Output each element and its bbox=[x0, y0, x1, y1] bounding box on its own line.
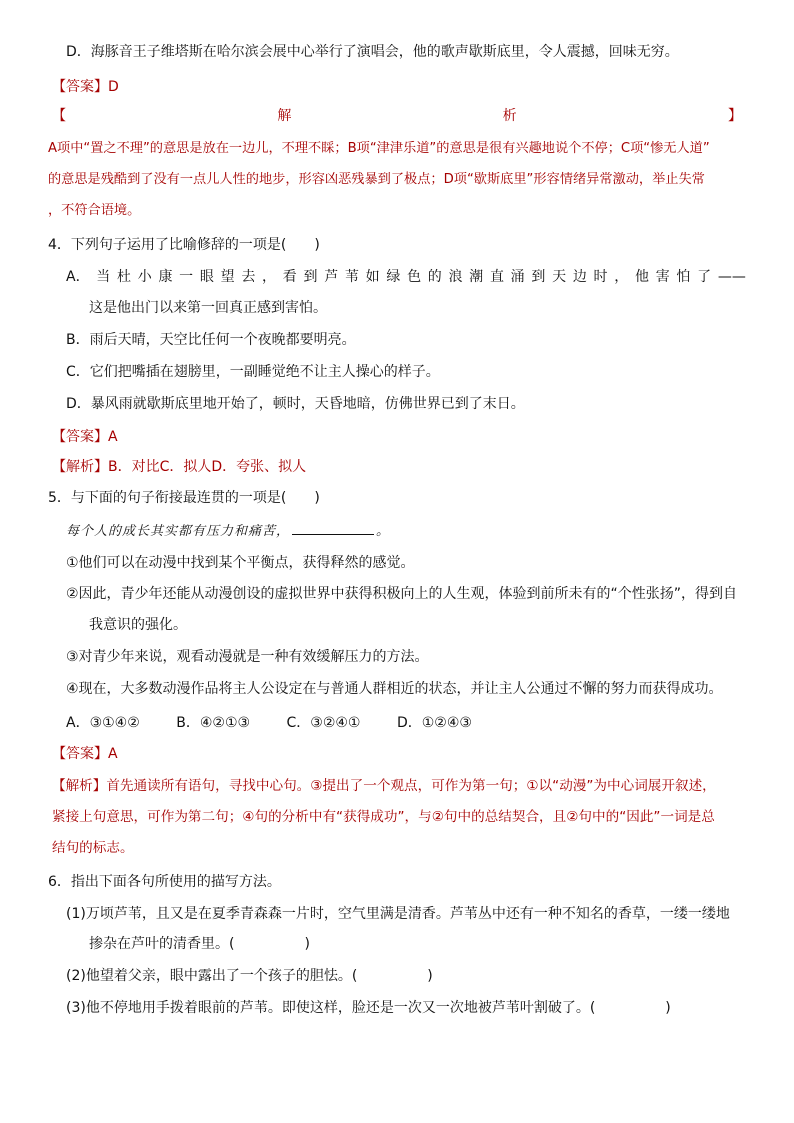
q4-option-a-char: 了 bbox=[697, 269, 712, 285]
q5-option-d: D．①②④③ bbox=[396, 715, 472, 731]
q5-answer: 【答案】A bbox=[52, 746, 118, 762]
answer-blank bbox=[292, 521, 374, 535]
q4-option-a-char: 小 bbox=[137, 269, 152, 285]
heading-char-jie: 解 bbox=[277, 108, 292, 124]
q4-option-a-char: 看 bbox=[282, 269, 297, 285]
q4-option-a-char: 望 bbox=[220, 269, 235, 285]
q4-option-a-char: 到 bbox=[303, 269, 318, 285]
q6-item-2: (2)他望着父亲，眼中露出了一个孩子的胆怯。( ) bbox=[66, 968, 433, 984]
q4-option-a-char: 涌 bbox=[510, 269, 525, 285]
q4-option-a-char: 苇 bbox=[344, 269, 359, 285]
q3-analysis-line: ，不符合语境。 bbox=[48, 203, 141, 218]
q4-option-a-char: ， bbox=[614, 269, 629, 285]
q4-answer: 【答案】A bbox=[52, 429, 118, 445]
q4-option-a-line2: 这是他出门以来第一回真正感到害怕。 bbox=[89, 300, 327, 316]
q6-stem: 6．指出下面各句所使用的描写方法。 bbox=[48, 874, 281, 890]
q5-stem: 5．与下面的句子衔接最连贯的一项是( ) bbox=[48, 490, 320, 506]
q3-analysis-line: A项中“置之不理”的意思是放在一边儿，不理不睬；B项“津津乐道”的意思是很有兴趣地说个不停；C项“惨无人道” bbox=[48, 141, 710, 156]
q4-stem: 4．下列句子运用了比喻修辞的一项是( ) bbox=[48, 237, 320, 253]
q4-option-a-char: 绿 bbox=[386, 269, 401, 285]
q4-option-a-char: 浪 bbox=[448, 269, 463, 285]
q4-option-a-char: —— bbox=[717, 269, 746, 285]
q4-option-a-char: A． bbox=[66, 269, 90, 285]
q4-option-c: C．它们把嘴插在翅膀里，一副睡觉绝不让主人操心的样子。 bbox=[66, 364, 440, 380]
q4-option-a-char: 他 bbox=[634, 269, 649, 285]
q6-item-3: (3)他不停地用手拨着眼前的芦苇。即使这样，脸还是一次又一次地被芦苇叶割破了。( ) bbox=[66, 1000, 671, 1016]
q6-item-1: (1)万顷芦苇，且又是在夏季青森森一片时，空气里满是清香。芦苇丛中还有一种不知名的香草，一缕一缕地 bbox=[66, 906, 730, 922]
q3-analysis-line: 的意思是残酷到了没有一点儿人性的地步，形容凶恶残暴到了极点；D项“歇斯底里”形容情绪异常激动，举止失常 bbox=[48, 172, 705, 187]
heading-bracket-open: 【 bbox=[52, 108, 66, 124]
q4-option-a-char: ， bbox=[262, 269, 277, 285]
q4-option-a-char: 一 bbox=[179, 269, 194, 285]
q4-option-a-line1 bbox=[66, 267, 746, 287]
q4-option-a-char: 怕 bbox=[676, 269, 691, 285]
q5-item-2-cont: 我意识的强化。 bbox=[89, 617, 187, 633]
q4-analysis: 【解析】B．对比C．拟人D．夸张、拟人 bbox=[52, 459, 307, 475]
q4-option-a-char: 色 bbox=[407, 269, 422, 285]
q4-option-a-char: 当 bbox=[96, 269, 111, 285]
q5-item-2: ②因此，青少年还能从动漫创设的虚拟世界中获得积极向上的人生观，体验到前所未有的“个性张扬”，得到自 bbox=[66, 586, 738, 602]
q4-option-b: B．雨后天晴，天空比任何一个夜晚都要明亮。 bbox=[66, 332, 356, 348]
q4-option-d: D．暴风雨就歇斯底里地开始了，顿时，天昏地暗，仿佛世界已到了末日。 bbox=[66, 396, 525, 412]
q3-option-d: D．海豚音王子维塔斯在哈尔滨会展中心举行了演唱会，他的歌声歇斯底里，令人震撼，回味无穷。 bbox=[66, 44, 679, 60]
q4-option-a-char: 边 bbox=[572, 269, 587, 285]
q4-option-a-char: 直 bbox=[489, 269, 504, 285]
q4-option-a-char: 时 bbox=[593, 269, 608, 285]
q5-option-c: C．③②④① bbox=[286, 715, 361, 731]
q5-analysis-line: 紧接上句意思，可作为第二句；④句的分析中有“获得成功”，与②句中的总结契合，且②句中的“因此”一词是总 bbox=[52, 809, 715, 825]
q4-option-a-char: 如 bbox=[365, 269, 380, 285]
q4-option-a-char: 去 bbox=[241, 269, 256, 285]
q5-item-4: ④现在，大多数动漫作品将主人公设定在与普通人群相近的状态，并让主人公通过不懈的努力而获得成功。 bbox=[66, 681, 723, 697]
q5-option-a: A．③①④② bbox=[66, 715, 140, 731]
q3-answer: 【答案】D bbox=[52, 79, 119, 95]
q5-analysis-line: 【解析】首先通读所有语句，寻找中心句。③提出了一个观点，可作为第一句；①以“动漫”为中心词展开叙述， bbox=[52, 778, 716, 794]
q4-option-a-char: 芦 bbox=[324, 269, 339, 285]
prompt-end: 。 bbox=[376, 524, 391, 539]
heading-char-xi: 析 bbox=[502, 108, 517, 124]
q4-option-a-char: 杜 bbox=[117, 269, 132, 285]
q4-option-a-char: 天 bbox=[552, 269, 567, 285]
q4-option-a-char: 眼 bbox=[199, 269, 214, 285]
q5-item-3: ③对青少年来说，观看动漫就是一种有效缓解压力的方法。 bbox=[66, 649, 429, 665]
q5-item-1: ①他们可以在动漫中找到某个平衡点，获得释然的感觉。 bbox=[66, 555, 415, 571]
q4-option-a-char: 潮 bbox=[469, 269, 484, 285]
q5-options bbox=[66, 713, 504, 733]
q4-option-a-char: 的 bbox=[427, 269, 442, 285]
q5-analysis-line: 结句的标志。 bbox=[52, 840, 134, 856]
prompt-text: 每个人的成长其实都有压力和痛苦， bbox=[66, 524, 291, 539]
heading-bracket-close: 】 bbox=[727, 108, 742, 124]
q4-option-a-char: 到 bbox=[531, 269, 546, 285]
q5-prompt-sentence bbox=[66, 521, 390, 542]
q4-option-a-char: 康 bbox=[158, 269, 173, 285]
q5-option-b: B．④②①③ bbox=[176, 715, 251, 731]
q4-option-a-char: 害 bbox=[655, 269, 670, 285]
q6-item-1-cont: 掺杂在芦叶的清香里。( ) bbox=[89, 936, 310, 952]
q3-analysis-heading bbox=[52, 106, 742, 126]
